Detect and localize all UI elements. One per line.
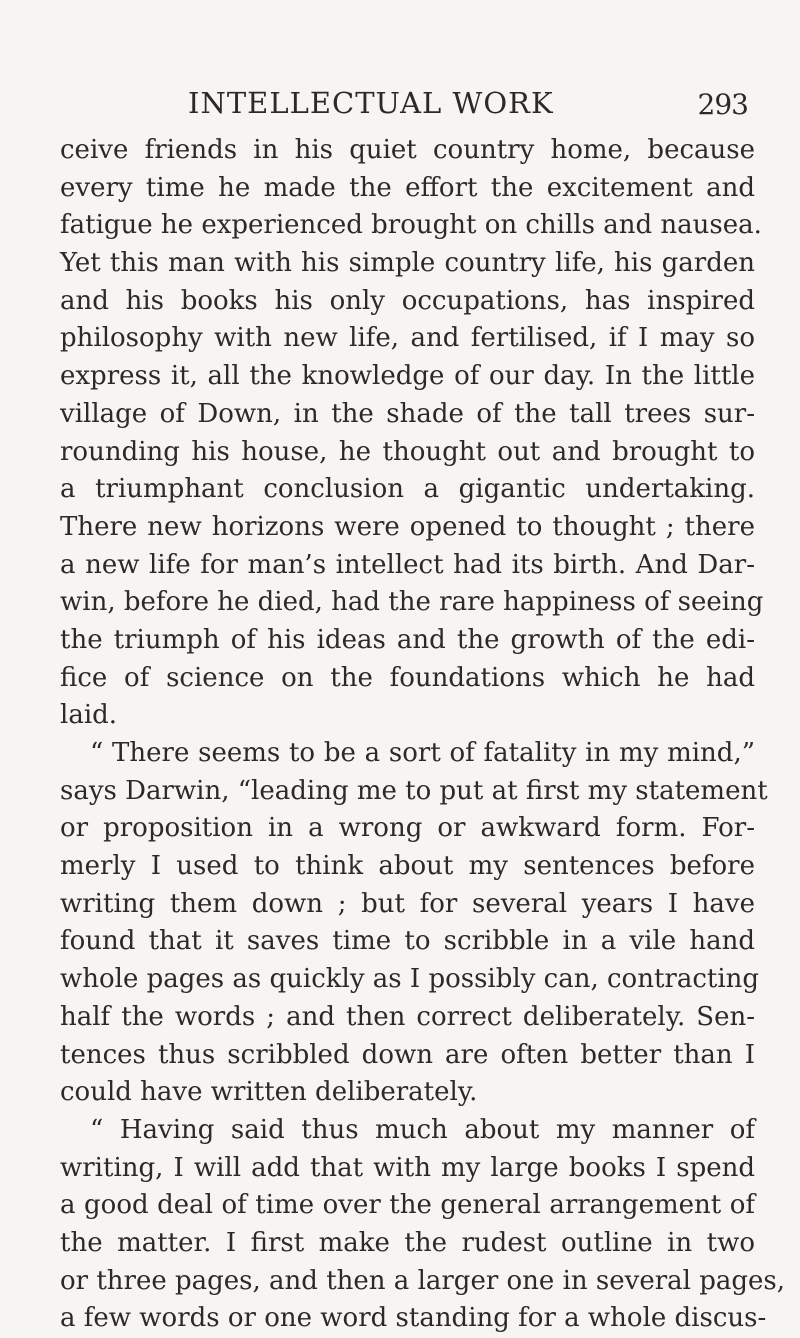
text-line: laid. — [60, 700, 118, 731]
text-line: a triumphant conclusion a gigantic undertaking. — [60, 474, 755, 505]
text-line: tences thus scribbled down are often better than I — [60, 1039, 755, 1070]
text-line: found that it saves time to scribble in a vile hand — [60, 926, 755, 957]
text-line: merly I used to think about my sentences before — [60, 851, 755, 882]
text-line: whole pages as quickly as I possibly can, contracting — [60, 964, 760, 995]
page-number: 293 — [697, 88, 748, 121]
text-line: “ Having said thus much about my manner of — [90, 1114, 755, 1145]
text-line: a good deal of time over the general arrangement of — [60, 1190, 755, 1221]
text-line: or proposition in a wrong or awkward form. For- — [60, 813, 755, 844]
text-line: or three pages, and then a larger one in several pages, — [60, 1265, 786, 1296]
text-line: fatigue he experienced brought on chills and nausea. — [60, 210, 762, 241]
text-line: express it, all the knowledge of our day. In the little — [60, 361, 755, 392]
text-line: village of Down, in the shade of the tall trees sur- — [60, 398, 755, 429]
text-line: Yet this man with his simple country life, his garden — [60, 248, 755, 279]
text-line: writing, I will add that with my large books I spend — [60, 1152, 755, 1183]
text-line: the triumph of his ideas and the growth of the edi- — [60, 624, 755, 655]
text-line: philosophy with new life, and fertilised, if I may so — [60, 323, 755, 354]
text-line: every time he made the effort the excitement and — [60, 172, 755, 203]
text-line: ceive friends in his quiet country home, because — [60, 135, 755, 165]
text-line: half the words ; and then correct deliberately. Sen- — [60, 1001, 755, 1032]
body-text — [60, 132, 786, 1338]
text-line: win, before he died, had the rare happiness of seeing — [60, 587, 764, 618]
text-line: writing them down ; but for several years I have — [60, 888, 755, 919]
text-line: could have written deliberately. — [60, 1077, 478, 1108]
text-line: rounding his house, he thought out and brought to — [60, 436, 755, 467]
running-title: INTELLECTUAL WORK — [188, 86, 554, 120]
text-line: the matter. I first make the rudest outline in two — [60, 1227, 755, 1258]
text-line: fice of science on the foundations which he had — [60, 662, 755, 693]
text-line: a new life for man’s intellect had its birth. And Dar- — [60, 549, 755, 580]
text-line: and his books his only occupations, has inspired — [60, 285, 755, 316]
running-head — [78, 86, 748, 126]
text-line: “ There seems to be a sort of fatality in my mind,” — [90, 738, 755, 768]
text-line: a few words or one word standing for a whole discus- — [60, 1303, 767, 1334]
text-line: says Darwin, “leading me to put at first my statement — [60, 775, 768, 806]
text-line: There new horizons were opened to thought ; there — [60, 511, 755, 542]
